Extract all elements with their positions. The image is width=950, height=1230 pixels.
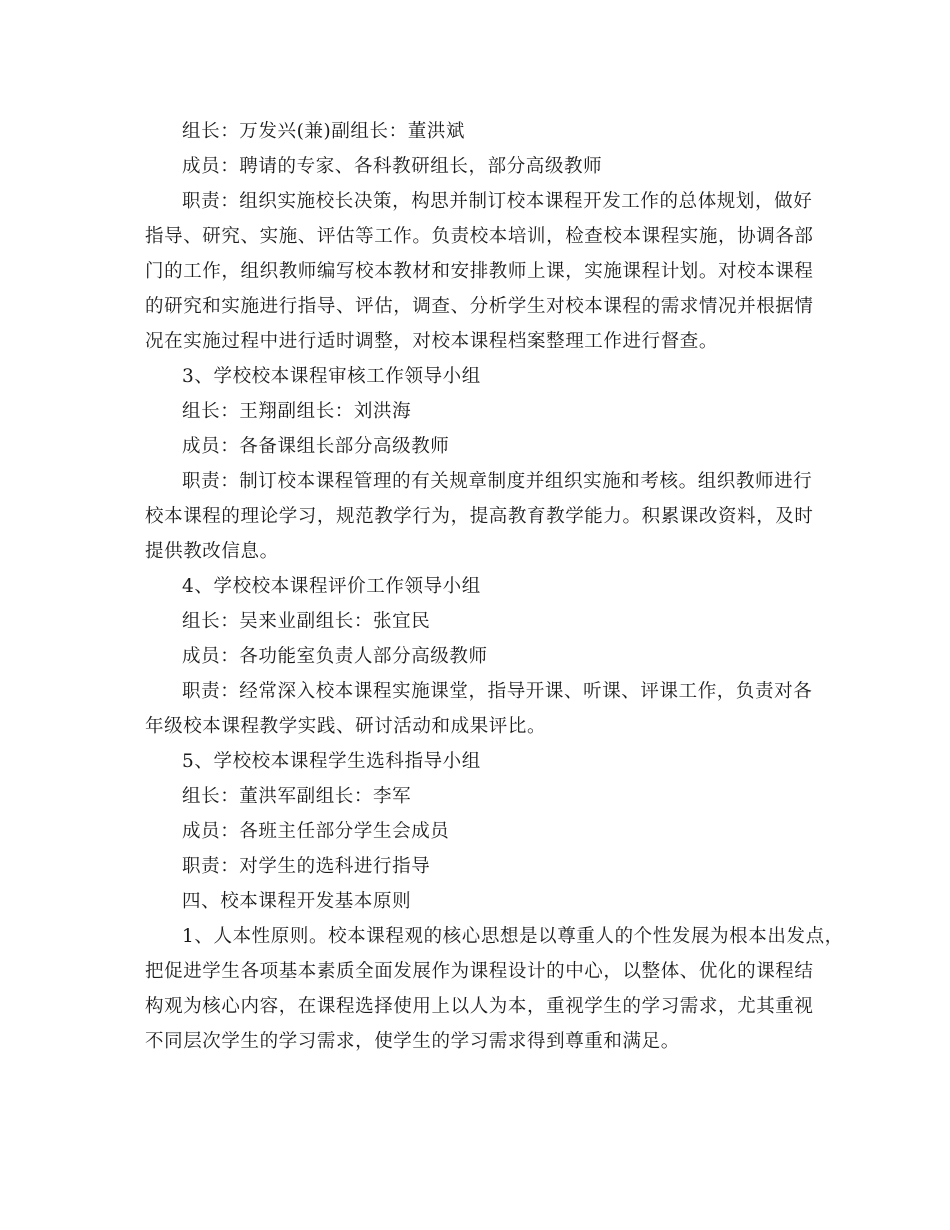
section-heading: 4、学校校本课程评价工作领导小组 bbox=[182, 576, 481, 597]
text-line: 况在实施过程中进行适时调整，对校本课程档案整理工作进行督查。 bbox=[145, 331, 719, 352]
text-line: 指导、研究、实施、评估等工作。负责校本培训，检查校本课程实施，协调各部 bbox=[145, 226, 814, 247]
text-line: 职责：经常深入校本课程实施课堂，指导开课、听课、评课工作，负责对各 bbox=[182, 681, 813, 702]
text-line: 提供教改信息。 bbox=[145, 541, 279, 562]
text-line: 的研究和实施进行指导、评估，调查、分析学生对校本课程的需求情况并根据情 bbox=[145, 296, 814, 317]
text-line: 组长：吴来业副组长：张宜民 bbox=[182, 611, 431, 632]
document-body bbox=[145, 114, 844, 1059]
text-line: 组长：王翔副组长：刘洪海 bbox=[182, 401, 412, 422]
section-heading: 四、校本课程开发基本原则 bbox=[182, 891, 412, 912]
text-line: 成员：各班主任部分学生会成员 bbox=[182, 821, 450, 842]
text-line: 成员：聘请的专家、各科教研组长，部分高级教师 bbox=[182, 156, 603, 177]
section-heading: 5、学校校本课程学生选科指导小组 bbox=[182, 751, 481, 772]
text-line: 成员：各功能室负责人部分高级教师 bbox=[182, 646, 488, 667]
text-line: 不同层次学生的学习需求，使学生的学习需求得到尊重和满足。 bbox=[145, 1031, 680, 1052]
section-heading: 3、学校校本课程审核工作领导小组 bbox=[182, 366, 481, 387]
text-line: 职责：对学生的选科进行指导 bbox=[182, 856, 431, 877]
text-line: 把促进学生各项基本素质全面发展作为课程设计的中心，以整体、优化的课程结 bbox=[145, 961, 814, 982]
text-line: 构观为核心内容，在课程选择使用上以人为本，重视学生的学习需求，尤其重视 bbox=[145, 996, 814, 1017]
text-line: 校本课程的理论学习，规范教学行为，提高教育教学能力。积累课改资料，及时 bbox=[145, 506, 814, 527]
text-line: 组长：董洪军副组长：李军 bbox=[182, 786, 412, 807]
text-line: 组长：万发兴(兼)副组长：董洪斌 bbox=[182, 121, 466, 142]
text-line: 成员：各备课组长部分高级教师 bbox=[182, 436, 450, 457]
text-line: 门的工作，组织教师编写校本教材和安排教师上课，实施课程计划。对校本课程 bbox=[145, 261, 814, 282]
text-line: 职责：制订校本课程管理的有关规章制度并组织实施和考核。组织教师进行 bbox=[182, 471, 813, 492]
text-line: 职责：组织实施校长决策，构思并制订校本课程开发工作的总体规划，做好 bbox=[182, 191, 813, 212]
text-line: 年级校本课程教学实践、研讨活动和成果评比。 bbox=[145, 716, 547, 737]
text-line: 1、人本性原则。校本课程观的核心思想是以尊重人的个性发展为根本出发点， bbox=[182, 926, 844, 947]
